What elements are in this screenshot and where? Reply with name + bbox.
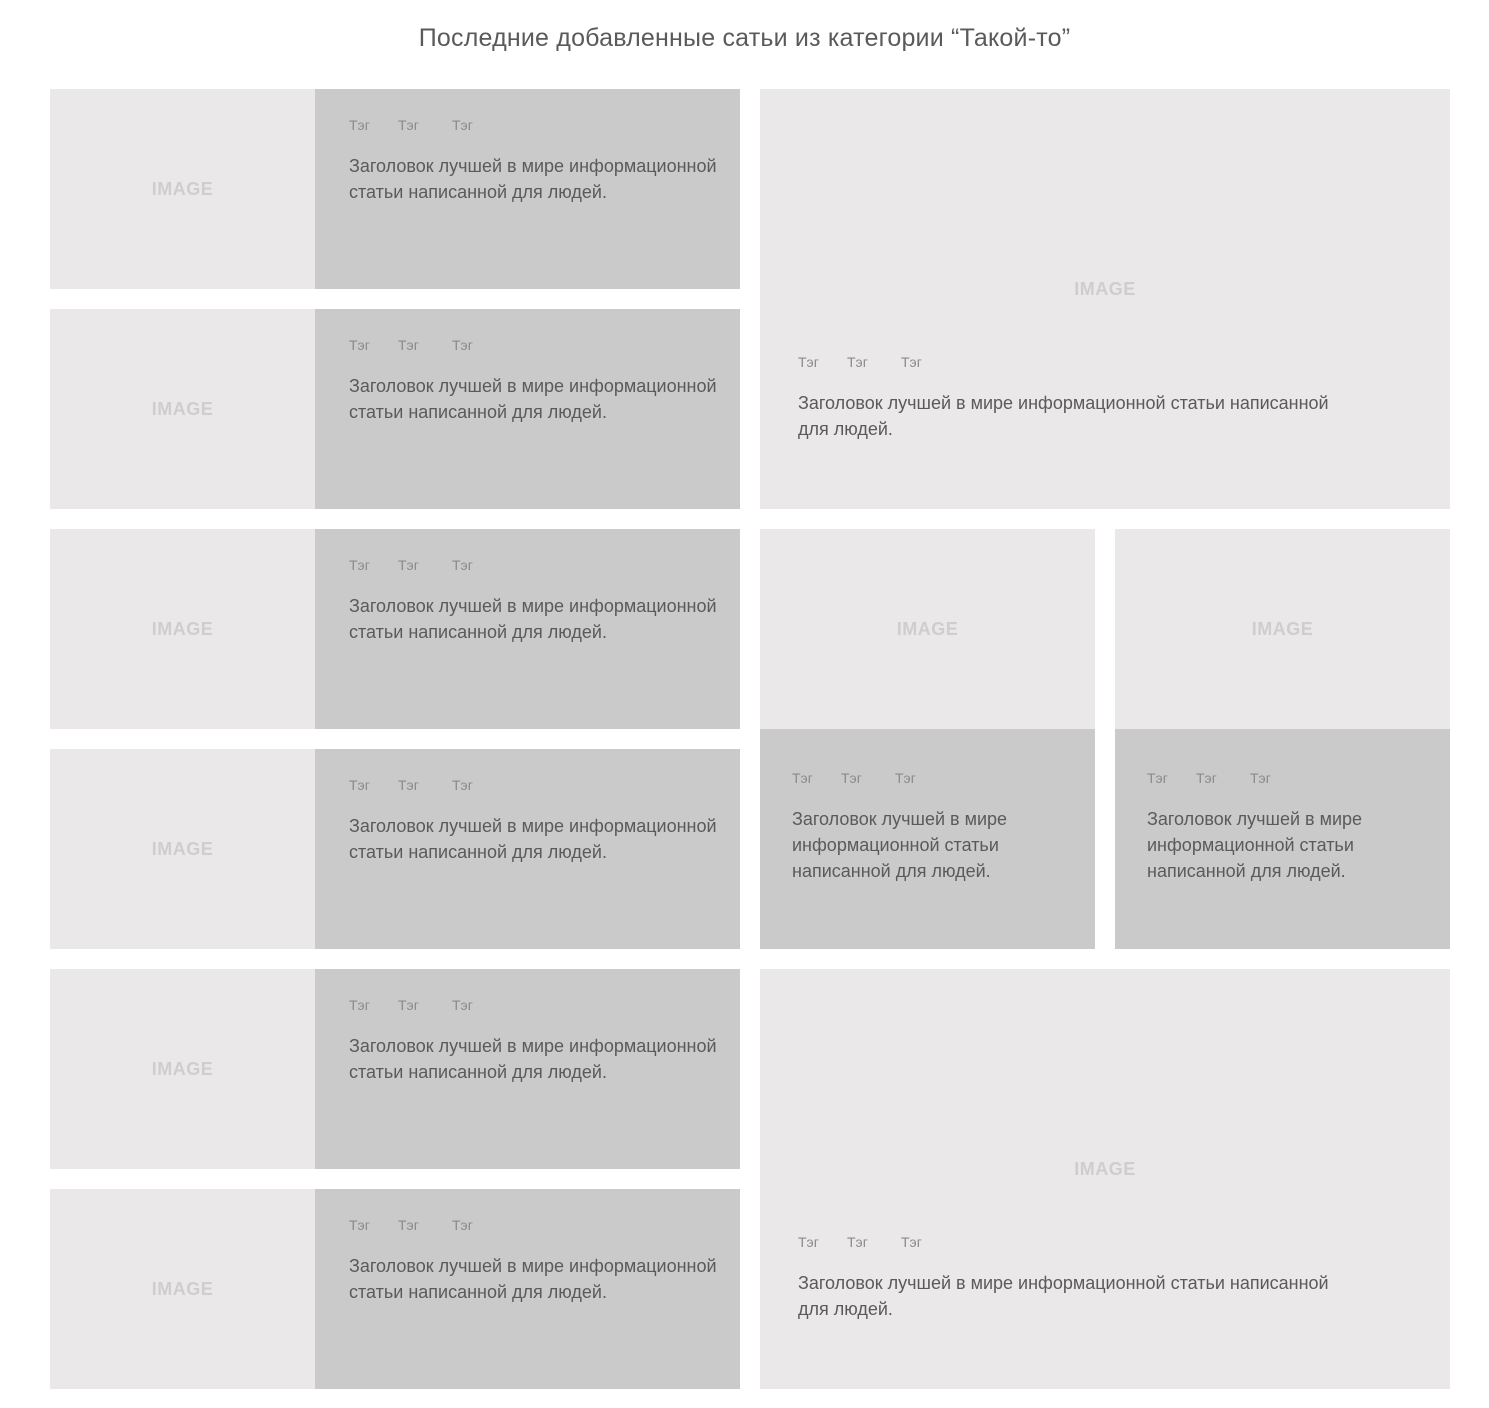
image-placeholder: IMAGE: [50, 749, 315, 949]
tag-link[interactable]: Тэг: [452, 337, 473, 353]
tag-link[interactable]: Тэг: [398, 777, 419, 793]
featured-article-card[interactable]: [760, 89, 1450, 509]
article-headline[interactable]: Заголовок лучшей в мире информационной статьи написанной для людей.: [349, 376, 717, 422]
tag-link[interactable]: Тэг: [798, 354, 819, 370]
tag-list: [349, 777, 473, 793]
card-text-panel: [315, 1189, 740, 1389]
tag-link[interactable]: Тэг: [349, 777, 370, 793]
tag-link[interactable]: Тэг: [349, 337, 370, 353]
article-headline[interactable]: Заголовок лучшей в мире информационной статьи написанной для людей.: [792, 809, 1008, 881]
image-placeholder: IMAGE: [50, 89, 315, 289]
tag-list: [798, 354, 922, 370]
card-text-panel: [760, 729, 1095, 949]
article-card[interactable]: [50, 529, 740, 729]
tag-list: [792, 770, 916, 786]
tag-link[interactable]: Тэг: [1147, 770, 1168, 786]
tag-link[interactable]: Тэг: [398, 557, 419, 573]
tag-link[interactable]: Тэг: [798, 1234, 819, 1250]
tag-link[interactable]: Тэг: [452, 117, 473, 133]
tag-list: [349, 337, 473, 353]
tag-link[interactable]: Тэг: [398, 117, 419, 133]
tag-link[interactable]: Тэг: [847, 1234, 868, 1250]
article-headline[interactable]: Заголовок лучшей в мире информационной статьи написанной для людей.: [798, 1273, 1329, 1319]
card-text-panel: [315, 529, 740, 729]
image-placeholder: IMAGE: [760, 529, 1095, 729]
article-card[interactable]: [50, 969, 740, 1169]
tag-link[interactable]: Тэг: [847, 354, 868, 370]
image-placeholder: IMAGE: [760, 89, 1450, 489]
article-headline[interactable]: Заголовок лучшей в мире информационной статьи написанной для людей.: [349, 1256, 717, 1302]
image-placeholder: IMAGE: [50, 309, 315, 509]
tag-link[interactable]: Тэг: [398, 997, 419, 1013]
tag-list: [349, 557, 473, 573]
image-placeholder: IMAGE: [50, 1189, 315, 1389]
article-card[interactable]: [760, 529, 1095, 949]
article-headline[interactable]: Заголовок лучшей в мире информационной статьи написанной для людей.: [349, 1036, 717, 1082]
tag-link[interactable]: Тэг: [1250, 770, 1271, 786]
tag-link[interactable]: Тэг: [895, 770, 916, 786]
tag-link[interactable]: Тэг: [452, 997, 473, 1013]
tag-link[interactable]: Тэг: [349, 557, 370, 573]
tag-link[interactable]: Тэг: [398, 337, 419, 353]
article-card[interactable]: [50, 309, 740, 509]
tag-link[interactable]: Тэг: [901, 1234, 922, 1250]
tag-link[interactable]: Тэг: [398, 1217, 419, 1233]
image-placeholder: IMAGE: [50, 529, 315, 729]
card-text-panel: [315, 969, 740, 1169]
featured-article-card[interactable]: [760, 969, 1450, 1389]
image-placeholder: IMAGE: [760, 969, 1450, 1369]
tag-list: [349, 117, 473, 133]
tag-link[interactable]: Тэг: [841, 770, 862, 786]
article-card[interactable]: [1115, 529, 1450, 949]
card-text-panel: [315, 89, 740, 289]
article-headline[interactable]: Заголовок лучшей в мире информационной статьи написанной для людей.: [349, 156, 717, 202]
tag-link[interactable]: Тэг: [1196, 770, 1217, 786]
card-text-panel: [1115, 729, 1450, 949]
tag-link[interactable]: Тэг: [901, 354, 922, 370]
article-headline[interactable]: Заголовок лучшей в мире информационной статьи написанной для людей.: [349, 816, 717, 862]
tag-link[interactable]: Тэг: [349, 117, 370, 133]
article-headline[interactable]: Заголовок лучшей в мире информационной статьи написанной для людей.: [798, 393, 1329, 439]
tag-list: [349, 1217, 473, 1233]
tag-link[interactable]: Тэг: [349, 1217, 370, 1233]
tag-link[interactable]: Тэг: [349, 997, 370, 1013]
image-placeholder: IMAGE: [1115, 529, 1450, 729]
page-title: Последние добавленные сатьи из категории “Такой-то”: [418, 24, 1071, 52]
tag-list: [1147, 770, 1271, 786]
card-text-panel: [315, 309, 740, 509]
tag-link[interactable]: Тэг: [792, 770, 813, 786]
article-headline[interactable]: Заголовок лучшей в мире информационной статьи написанной для людей.: [1147, 809, 1363, 881]
article-headline[interactable]: Заголовок лучшей в мире информационной статьи написанной для людей.: [349, 596, 717, 642]
article-card[interactable]: [50, 1189, 740, 1389]
card-text-panel: [315, 749, 740, 949]
tag-link[interactable]: Тэг: [452, 1217, 473, 1233]
tag-list: [798, 1234, 922, 1250]
tag-link[interactable]: Тэг: [452, 557, 473, 573]
article-card[interactable]: [50, 89, 740, 289]
tag-link[interactable]: Тэг: [452, 777, 473, 793]
tag-list: [349, 997, 473, 1013]
image-placeholder: IMAGE: [50, 969, 315, 1169]
article-card[interactable]: [50, 749, 740, 949]
